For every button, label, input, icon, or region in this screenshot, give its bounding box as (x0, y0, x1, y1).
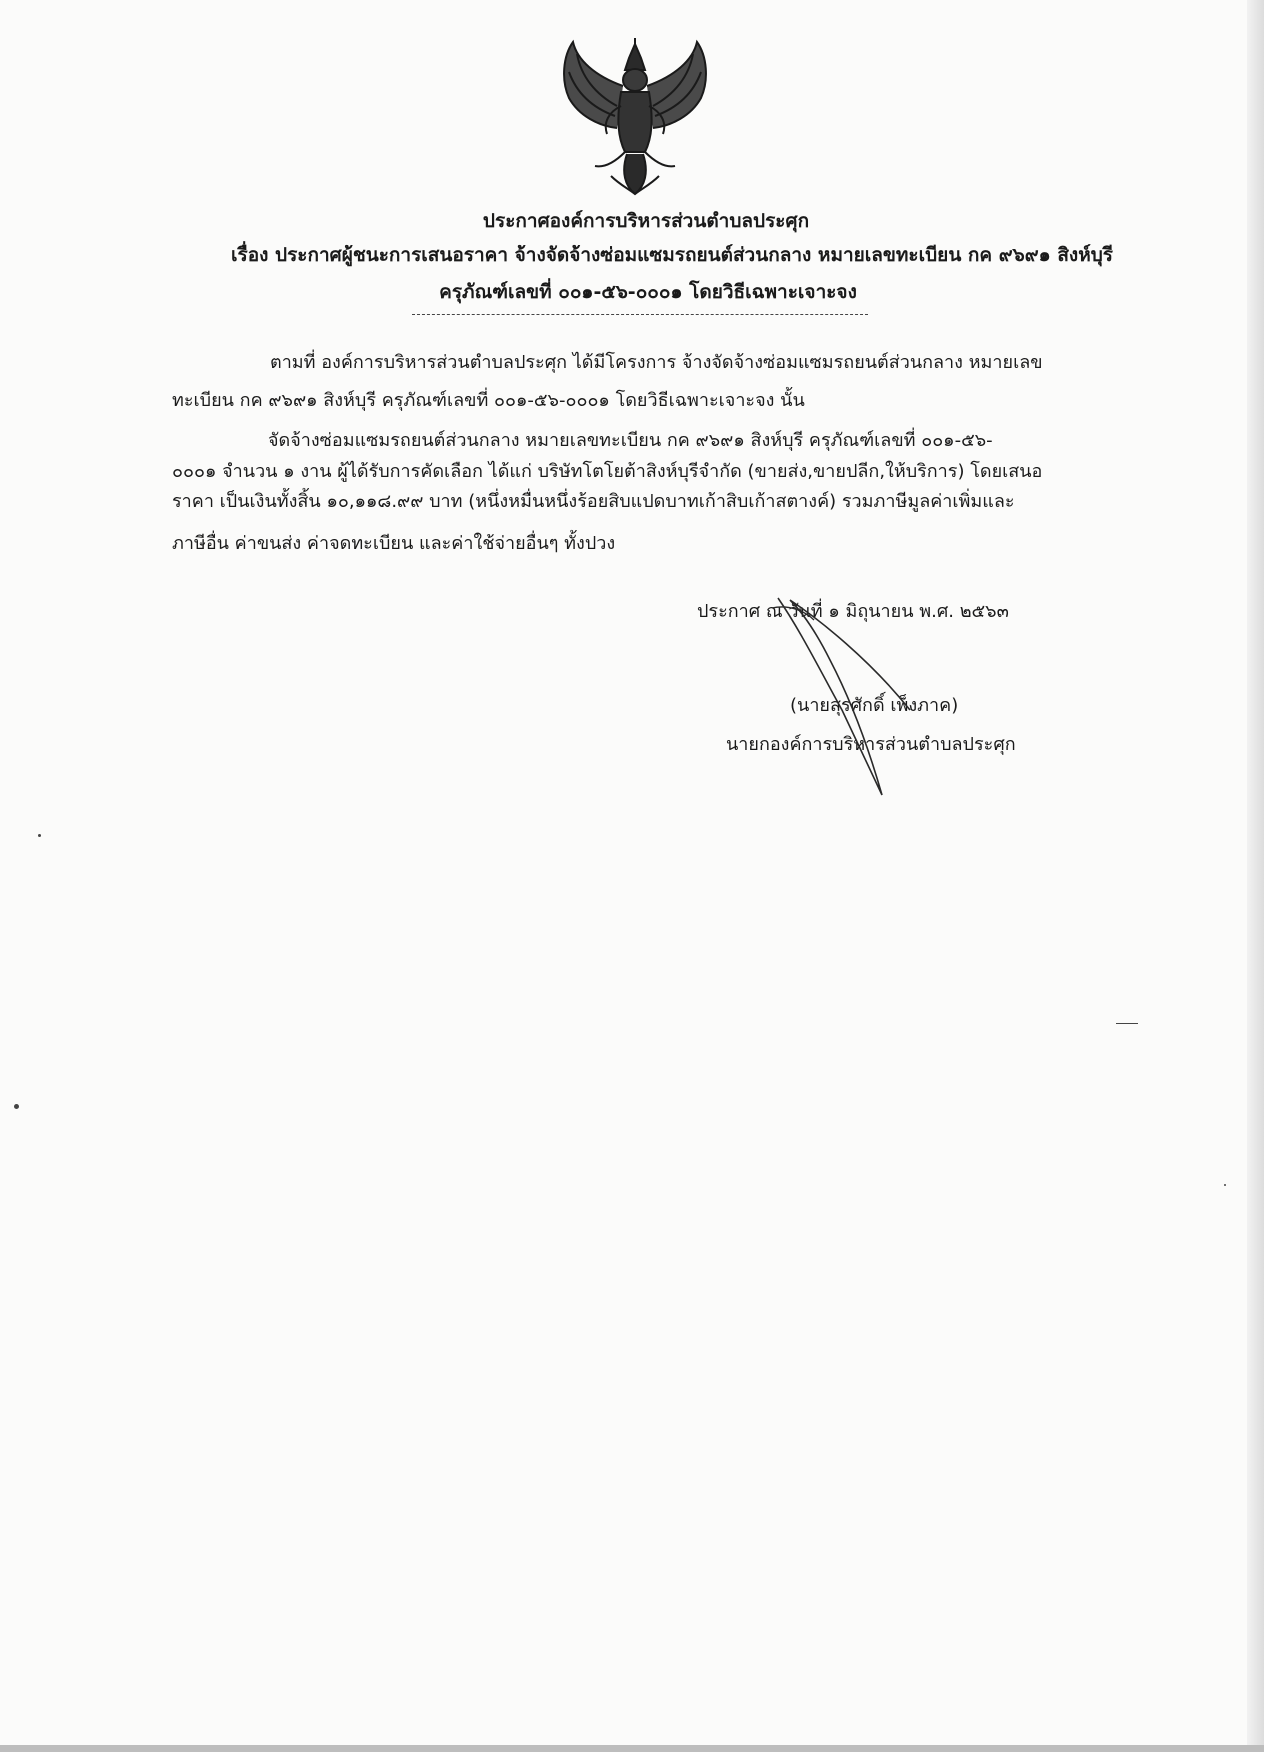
paragraph-2-line-3: ราคา เป็นเงินทั้งสิ้น ๑๐,๑๑๘.๙๙ บาท (หนึ่งหมื่นหนึ่งร้อยสิบแปดบาทเก้าสิบเก้าสตางค์) รวมภาษีมูลค่าเพิ่มและ (172, 491, 1015, 512)
scan-speck (1116, 1023, 1138, 1024)
divider (412, 314, 868, 315)
handwritten-signature (760, 590, 940, 805)
subject-line-continued: ครุภัณฑ์เลขที่ ๐๐๑-๕๖-๐๐๐๑ โดยวิธีเฉพาะเจาะจง (439, 281, 857, 303)
paragraph-1-line-1: ตามที่ องค์การบริหารส่วนตำบลประศุก ได้มีโครงการ จ้างจัดจ้างซ่อมแซมรถยนต์ส่วนกลาง หมายเลข (270, 352, 1043, 373)
signer-position: นายกองค์การบริหารส่วนตำบลประศุก (726, 734, 1016, 755)
paragraph-2-line-1: จัดจ้างซ่อมแซมรถยนต์ส่วนกลาง หมายเลขทะเบียน กค ๙๖๙๑ สิงห์บุรี ครุภัณฑ์เลขที่ ๐๐๑-๕๖- (268, 430, 993, 451)
garuda-emblem-icon (555, 36, 715, 198)
scan-edge-right (1247, 0, 1264, 1752)
scan-speck (38, 834, 41, 837)
announce-date: ประกาศ ณ วันที่ ๑ มิถุนายน พ.ศ. ๒๕๖๓ (697, 601, 1009, 622)
paragraph-2-line-2: ๐๐๐๑ จำนวน ๑ งาน ผู้ได้รับการคัดเลือก ได้แก่ บริษัทโตโยต้าสิงห์บุรีจำกัด (ขายส่ง,ขายปลีก,ให้บริการ) โดยเสนอ (172, 461, 1043, 482)
scan-speck (14, 1104, 19, 1109)
page-title: ประกาศองค์การบริหารส่วนตำบลประศุก (482, 210, 810, 232)
paragraph-2-line-4: ภาษีอื่น ค่าขนส่ง ค่าจดทะเบียน และค่าใช้จ่ายอื่นๆ ทั้งปวง (172, 533, 616, 554)
subject-line: เรื่อง ประกาศผู้ชนะการเสนอราคา จ้างจัดจ้างซ่อมแซมรถยนต์ส่วนกลาง หมายเลขทะเบียน กค ๙๖๙๑ สิงห์บุรี (231, 244, 1113, 266)
signer-name: (นายสุรศักดิ์ เพ็งภาค) (790, 695, 959, 716)
scan-edge-bottom (0, 1745, 1264, 1752)
paragraph-1-line-2: ทะเบียน กค ๙๖๙๑ สิงห์บุรี ครุภัณฑ์เลขที่ ๐๐๑-๕๖-๐๐๐๑ โดยวิธีเฉพาะเจาะจง นั้น (172, 390, 805, 411)
scan-speck (1224, 1184, 1226, 1186)
